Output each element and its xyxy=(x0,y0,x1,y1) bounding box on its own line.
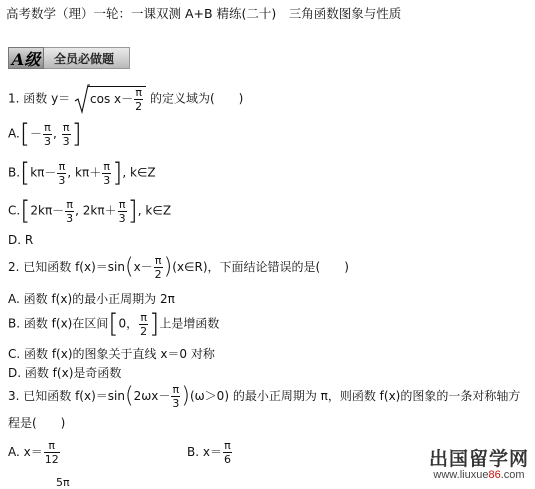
q2-stem: 2. 已知函数 f(x)＝sin(x－ $\frac{\pi}{2}$ )(x∈R)，下面结论错误的是( ) xyxy=(8,254,349,281)
q3-stem-inner: 2ωx－ xyxy=(133,389,171,403)
q2-fraction xyxy=(154,255,163,280)
q3-option-a-frac xyxy=(44,440,60,465)
q1-option-c-b: , 2kπ＋ xyxy=(75,203,117,218)
q1-option-a-label: A. xyxy=(8,126,20,141)
frac-den: 3 xyxy=(118,211,126,225)
q2-option-b: B. 函数 f(x)在区间[0， $\frac{\pi}{2}$ ]上是增函数 xyxy=(8,309,220,339)
q1-radical xyxy=(74,86,146,112)
q1-option-b-b: , kπ＋ xyxy=(67,165,102,180)
q1-stem-post: 的定义域为( ) xyxy=(149,91,244,106)
q2-option-b-post: 上是增函数 xyxy=(159,316,220,331)
frac-den: 3 xyxy=(172,397,180,410)
frac-den: 2 xyxy=(140,324,148,338)
q3-option-b-frac xyxy=(223,440,232,465)
frac-num: π xyxy=(44,120,51,134)
watermark-url-a: www.liuxue xyxy=(433,469,489,481)
frac-den: 3 xyxy=(103,173,111,187)
q1-option-b-label: B. xyxy=(8,165,21,180)
q2-option-c: C. 函数 f(x)的图象关于直线 x＝0 对称 xyxy=(8,347,215,361)
q1-option-c: C.[2kπ－ $\frac{\pi}{3}$ , 2kπ＋ $\frac{\pi}{3}$ ], k∈Z xyxy=(8,196,172,226)
site-watermark xyxy=(429,444,529,481)
q3-stem-pre: 3. 已知函数 f(x)＝sin xyxy=(8,389,125,403)
q1-option-b-frac1 xyxy=(57,161,66,186)
level-badge xyxy=(8,47,130,69)
q1-option-c-frac2 xyxy=(118,199,127,224)
q2-option-b-frac xyxy=(139,312,148,337)
frac-den: 3 xyxy=(62,134,70,148)
frac-den: 3 xyxy=(58,173,66,187)
q1-option-a-frac1 xyxy=(43,122,52,147)
frac-num: π xyxy=(62,120,70,134)
frac-num: π xyxy=(118,197,126,211)
q1-option-c-a: 2kπ－ xyxy=(30,203,65,218)
q2-option-b-pre: B. 函数 f(x)在区间 xyxy=(8,316,109,331)
q2-stem-inner: x－ xyxy=(133,260,153,274)
frac-den: 3 xyxy=(43,134,51,148)
q1-option-c-post: , k∈Z xyxy=(137,203,172,218)
q3-stem: 3. 已知函数 f(x)＝sin(2ωx－ $\frac{\pi}{3}$ )(ω＞0) 的最小正周期为 π，则函数 f(x)的图象的一条对称轴方 xyxy=(8,383,521,410)
q2-option-b-in: 0， xyxy=(118,316,139,331)
frac-num: π xyxy=(58,159,66,173)
q1-option-a: A.[－ $\frac{\pi}{3}$ , $\frac{\pi}{3}$ ] xyxy=(8,119,82,149)
q3-stem-line2: 程是( ) xyxy=(8,416,66,430)
watermark-url xyxy=(429,469,529,481)
frac-num: π xyxy=(103,159,111,173)
q1-option-b-post: , k∈Z xyxy=(122,165,156,180)
page-title: 高考数学（理）一轮：一课双测 A+B 精练(二十) 三角函数图象与性质 xyxy=(6,6,402,21)
watermark-url-c: .com xyxy=(500,469,525,481)
q3-option-a xyxy=(8,440,61,465)
watermark-url-b: 86 xyxy=(488,469,501,481)
frac-num: π xyxy=(66,197,73,211)
q3-option-b-pre: B. x＝ xyxy=(187,445,222,459)
q3-option-c-fragment: 5π xyxy=(56,476,70,489)
q1-stem-pre: 1. 函数 y＝ xyxy=(8,91,71,106)
q1-radicand-pre: cos x－ xyxy=(90,92,134,106)
frac-num: π xyxy=(224,439,231,452)
q1-fraction-num: π xyxy=(135,86,142,99)
q1-option-a-frac2 xyxy=(62,122,71,147)
q1-fraction xyxy=(134,87,143,112)
level-badge-label: 全员必做题 xyxy=(44,47,130,69)
q2-stem-pre: 2. 已知函数 f(x)＝sin xyxy=(8,260,125,274)
q1-option-a-sep: , xyxy=(52,126,57,141)
q1-option-b: B.[kπ－ $\frac{\pi}{3}$ , kπ＋ $\frac{\pi}{3}$ ], k∈Z xyxy=(8,158,156,188)
q1-option-c-label: C. xyxy=(8,203,21,218)
frac-num: π xyxy=(140,310,147,324)
frac-den: 2 xyxy=(154,268,162,281)
q2-option-d: D. 函数 f(x)是奇函数 xyxy=(8,366,122,380)
frac-num: π xyxy=(172,383,180,396)
frac-num: π xyxy=(48,439,56,452)
watermark-name: 出国留学网 xyxy=(428,448,529,470)
radical-sign-icon xyxy=(74,84,90,114)
q1-radicand xyxy=(88,86,146,112)
q1-option-b-frac2 xyxy=(102,161,111,186)
level-badge-grade: A级 xyxy=(8,47,44,69)
frac-num: π xyxy=(154,254,162,267)
q1-stem xyxy=(8,86,243,112)
q3-option-b xyxy=(187,440,233,465)
q1-option-d: D. R xyxy=(8,233,34,247)
q1-option-b-a: kπ－ xyxy=(30,165,57,180)
frac-den: 3 xyxy=(66,211,74,225)
q1-fraction-den: 2 xyxy=(135,100,143,113)
frac-den: 6 xyxy=(223,453,231,466)
q3-option-a-pre: A. x＝ xyxy=(8,445,43,459)
q3-stem-post: (ω＞0) 的最小正周期为 π，则函数 f(x)的图象的一条对称轴方 xyxy=(189,389,521,403)
frac-den: 12 xyxy=(44,453,59,466)
q1-option-c-frac1 xyxy=(65,199,74,224)
q3-fraction xyxy=(171,384,180,409)
q2-stem-post: (x∈R)，下面结论错误的是( ) xyxy=(172,260,349,274)
q2-option-a: A. 函数 f(x)的最小正周期为 2π xyxy=(8,292,175,306)
